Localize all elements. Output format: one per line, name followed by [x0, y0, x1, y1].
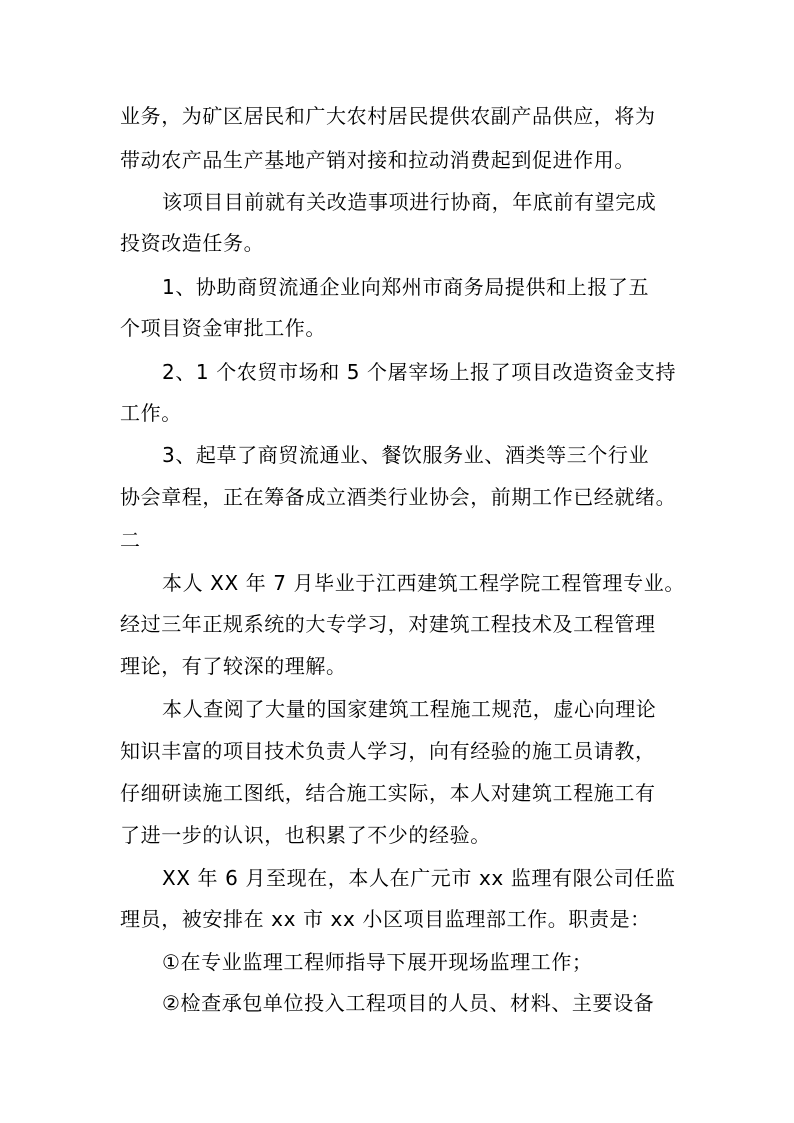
text-line: 理论，有了较深的理解。: [120, 654, 347, 678]
text-line: 了进一步的认识，也积累了不少的经验。: [120, 823, 491, 847]
text-line: 投资改造任务。: [120, 231, 265, 255]
text-line: ①在专业监理工程师指导下展开现场监理工作；: [162, 950, 593, 974]
text-line: 2、1 个农贸市场和 5 个屠宰场上报了项目改造资金支持: [162, 360, 677, 384]
text-line: 1、协助商贸流通企业向郑州市商务局提供和上报了五: [162, 275, 650, 299]
text-line: 工作。: [120, 401, 182, 425]
text-line: 协会章程，正在筹备成立酒类行业协会，前期工作已经就绪。: [120, 485, 677, 509]
text-line: 理员，被安排在 xx 市 xx 小区项目监理部工作。职责是：: [120, 907, 651, 931]
text-line: XX 年 6 月至现在，本人在广元市 xx 监理有限公司任监: [162, 866, 676, 890]
text-line: 业务，为矿区居民和广大农村居民提供农副产品供应，将为: [120, 104, 656, 128]
text-line: 仔细研读施工图纸，结合施工实际，本人对建筑工程施工有: [120, 781, 656, 805]
text-line: 知识丰富的项目技术负责人学习，向有经验的施工员请教，: [120, 739, 656, 763]
text-line: 本人 XX 年 7 月毕业于江西建筑工程学院工程管理专业。: [162, 571, 685, 595]
text-line: 经过三年正规系统的大专学习，对建筑工程技术及工程管理: [120, 612, 656, 636]
text-line: 本人查阅了大量的国家建筑工程施工规范，虚心向理论: [162, 697, 657, 721]
text-line: 3、起草了商贸流通业、餐饮服务业、酒类等三个行业: [162, 443, 650, 467]
section-heading: 二: [120, 528, 141, 552]
text-line: 该项目目前就有关改造事项进行协商，年底前有望完成: [162, 190, 657, 214]
text-line: 带动农产品生产基地产销对接和拉动消费起到促进作用。: [120, 148, 635, 172]
text-line: ②检查承包单位投入工程项目的人员、材料、主要设备: [162, 991, 655, 1015]
text-line: 个项目资金审批工作。: [120, 316, 326, 340]
